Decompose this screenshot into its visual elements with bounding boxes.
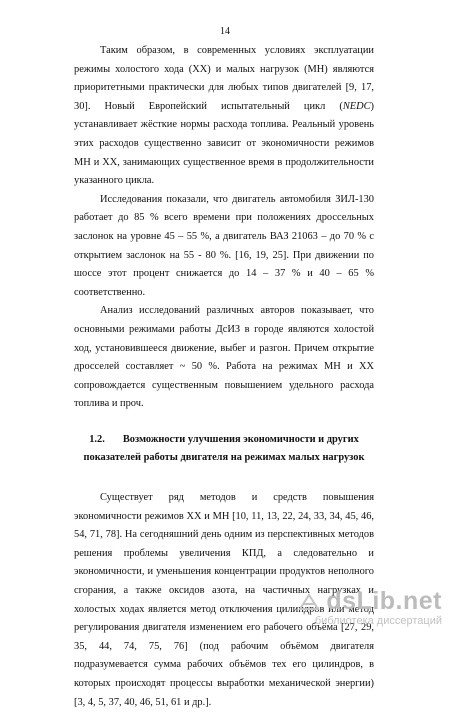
nedc-abbreviation: NEDC xyxy=(342,100,371,112)
paragraph-1-part-1: Таким образом, в современных условиях эксплуатации режимы холостого хода (ХХ) и малых нагрузок (МН) являются приоритетными практически для любых типов двигателей [9, 17, 30]. Новый Европейский испытательный цикл ( xyxy=(74,45,374,112)
paragraph-1-part-2: ) устанавливает жёсткие нормы расхода топлива. Реальный уровень этих расходов существенно зависит от экономичности режимов МН и ХХ, занимающих существенное время в продолжительности указанного цикла. xyxy=(74,100,374,187)
page-number: 14 xyxy=(220,26,230,37)
section-title-part-2: показателей работы двигателя на режимах малых нагрузок xyxy=(83,452,365,464)
paragraph-1 xyxy=(74,42,374,191)
paragraph-2: Исследования показали, что двигатель автомобиля ЗИЛ-130 работает до 85 % всего времени при положениях дроссельных заслонок на уровне 45 – 55 %, а двигатель ВАЗ 21063 – до 70 % с открытием заслонок на 55 - 80 %. [16, 19, 25]. При движении по шоссе этот процент снижается до 14 – 37 % и 40 – 65 % соответственно. xyxy=(74,193,374,298)
section-number: 1.2. xyxy=(89,433,105,445)
paragraph-3: Анализ исследований различных авторов показывает, что основными режимами работы ДсИЗ в городе являются холостой ход, установившееся движение, выбег и разгон. Причем открытие дросселей составляет ~ 50 %. Работа на режимах МН и ХХ сопровождается существенным повышением удельного расхода топлива и проч. xyxy=(74,305,374,410)
section-heading-line-1 xyxy=(74,431,374,450)
paragraph-4: Существует ряд методов и средств повышения экономичности режимов ХХ и МН [10, 11, 13, 22, 24, 33, 34, 45, 46, 54, 71, 78]. На сегодняшний день одним из перспективных методов решения проблемы увеличения КПД, а следовательно и экономичности, и уменьшения концентрации продуктов неполного сгорания, а также оксидов азота, на частичных нагрузках и холостых ходах является метод отключения цилиндров или метод регулирования двигателя изменением его рабочего объёма [27, 29, 35, 44, 74, 75, 76] (под рабочим объёмом двигателя подразумевается сумма рабочих объёмов тех его цилиндров, в которых происходят процессы выработки механической энергии) [3, 4, 5, 37, 40, 46, 51, 61 и др.]. xyxy=(74,492,374,708)
section-heading xyxy=(74,431,374,468)
watermark-logo: dsLib.net xyxy=(326,587,442,615)
dslib-logo-mark-icon xyxy=(298,593,320,611)
dslib-watermark xyxy=(304,587,442,629)
watermark-subtitle: библиотека диссертаций xyxy=(314,615,442,627)
section-title-part-1: Возможности улучшения экономичности и других xyxy=(122,433,359,445)
